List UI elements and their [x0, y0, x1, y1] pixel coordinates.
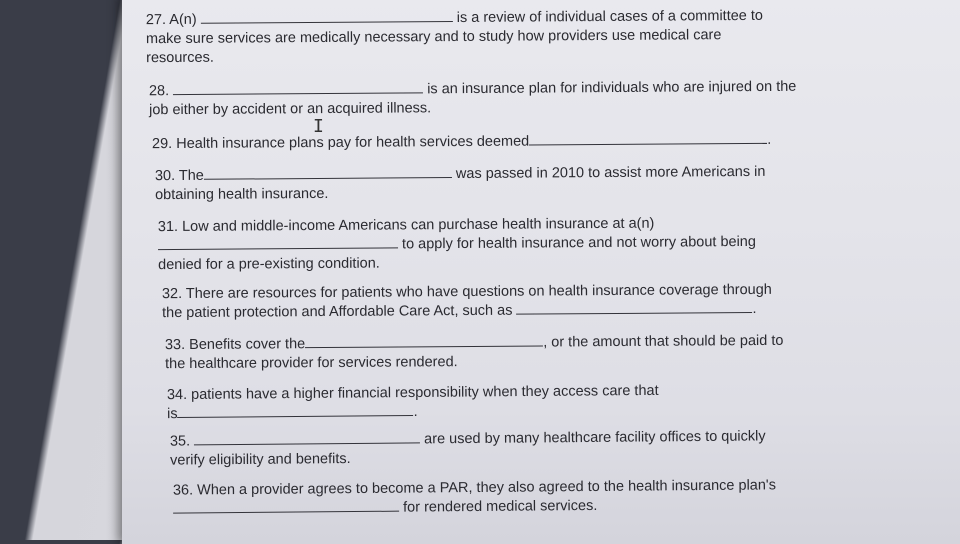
question-33: 33. Benefits cover the , or the amount that should be paid to the healthcare provider for services rendered. [164, 332, 784, 373]
blank-31[interactable] [158, 235, 398, 250]
text-cursor-icon: I [313, 116, 324, 137]
question-35: 35. are used by many healthcare facility offices to quickly verify eligibility and benefits. [169, 428, 766, 469]
question-27: 27. A(n) is a review of individual cases of a committee to make sure services are medically necessary and to study how providers use medical care resources. [145, 7, 764, 67]
blank-27[interactable] [201, 9, 453, 24]
question-28: 28. is an insurance plan for individuals who are injured on the job either by accident or an acquired illness. [148, 78, 797, 119]
question-34: 34. patients have a higher financial responsibility when they access care that is . [166, 382, 659, 423]
question-32: 32. There are resources for patients who have questions on health insurance coverage through the patient protection and Affordable Care Act, such as . [161, 281, 772, 322]
question-31: 31. Low and middle-income Americans can purchase health insurance at a(n) to apply for health insurance and not worry about being denied for a pre-existing condition. [157, 215, 756, 274]
blank-35[interactable] [194, 430, 420, 445]
blank-30[interactable] [204, 165, 452, 180]
blank-33[interactable] [305, 334, 543, 349]
blank-29[interactable] [529, 131, 767, 146]
question-29: 29. Health insurance plans pay for health services deemed . [151, 131, 772, 153]
blank-28[interactable] [173, 80, 423, 95]
blank-32[interactable] [516, 300, 752, 315]
question-36: 36. When a provider agrees to become a PAR, they also agreed to the health insurance plan's for rendered medical services. [172, 477, 776, 516]
blank-34[interactable] [177, 403, 413, 418]
blank-36[interactable] [173, 499, 399, 514]
question-30: 30. The was passed in 2010 to assist more Americans in obtaining health insurance. [154, 163, 766, 204]
